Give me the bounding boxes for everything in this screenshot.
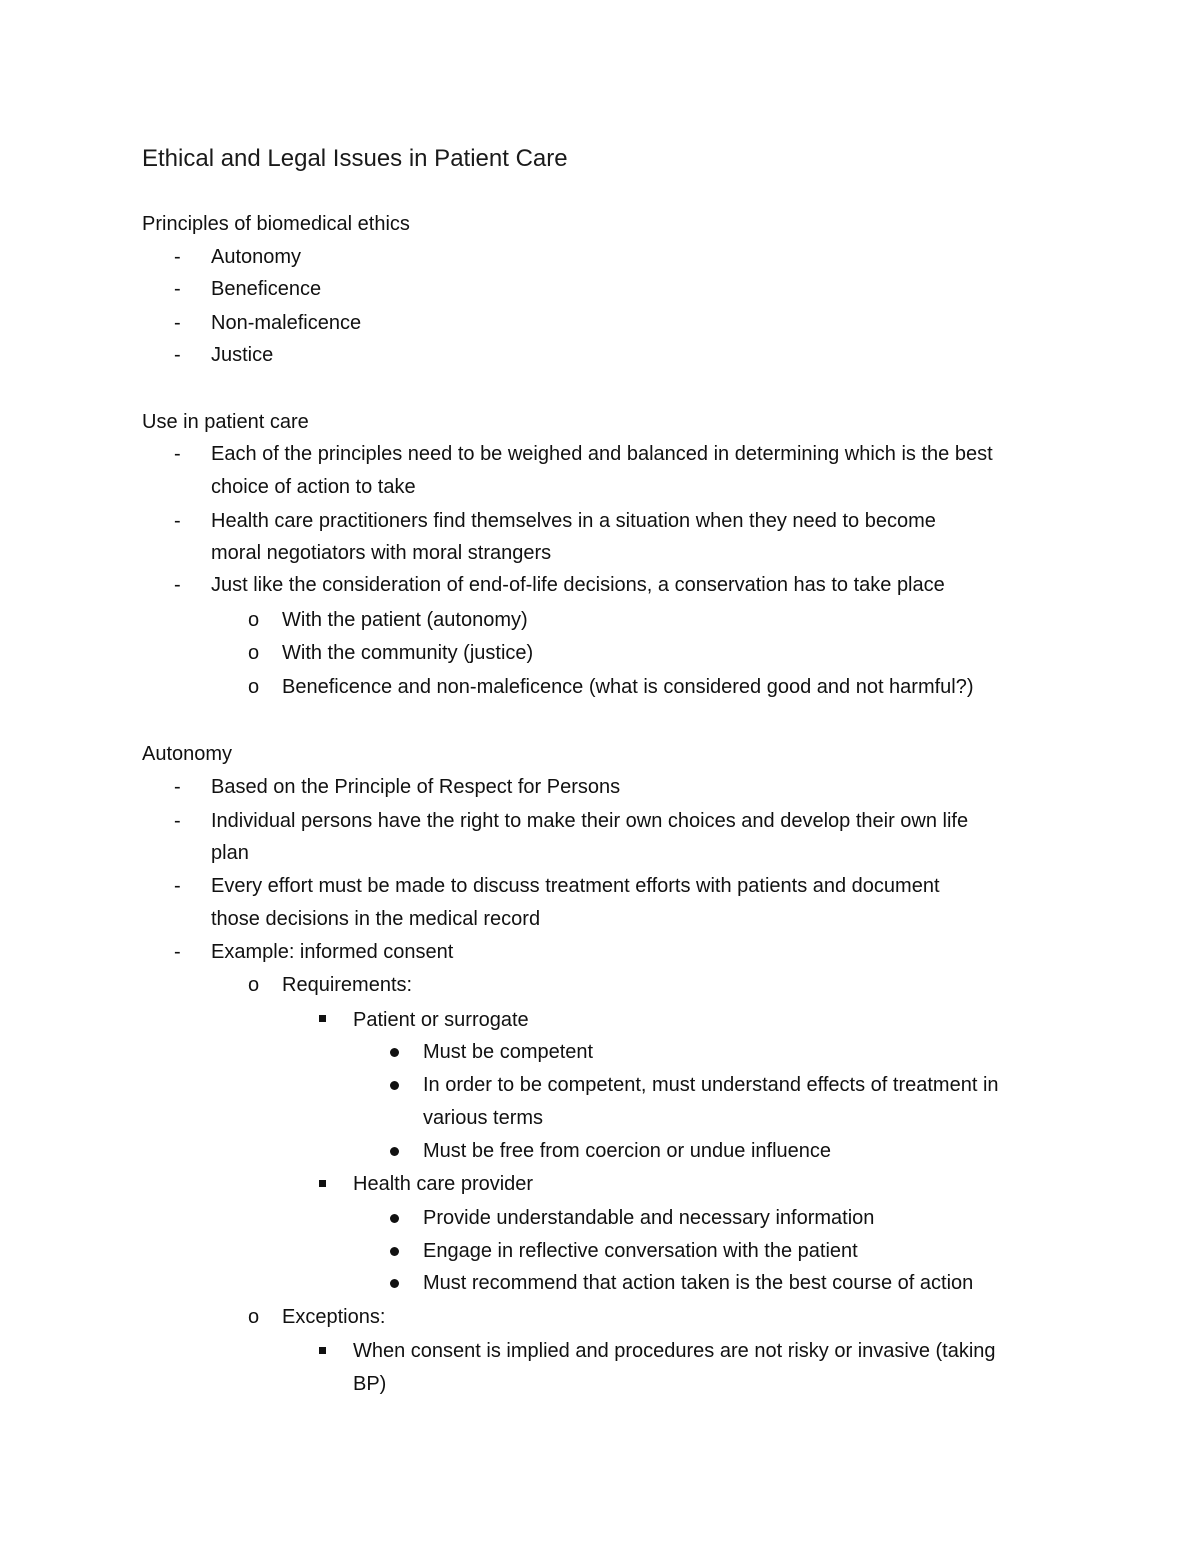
list-item-line: Just like the consideration of end-of-life decisions, a conservation has to take place xyxy=(211,574,945,596)
list-item-line: those decisions in the medical record xyxy=(211,908,541,930)
circle-bullet: o xyxy=(248,974,260,996)
dash-bullet: - xyxy=(174,344,181,366)
square-bullet xyxy=(319,1180,326,1187)
list-item-line: Health care practitioners find themselves in a situation when they need to become xyxy=(211,510,936,532)
list-item: Justice xyxy=(211,344,274,366)
sub-list-item: Exceptions: xyxy=(282,1306,386,1328)
list-item-line: Every effort must be made to discuss treatment efforts with patients and document xyxy=(211,875,940,897)
sub-sub-sub-list-item: Must recommend that action taken is the best course of action xyxy=(423,1272,974,1294)
list-item: Beneficence xyxy=(211,278,322,300)
circle-bullet: o xyxy=(248,609,260,631)
list-item: Non-maleficence xyxy=(211,312,362,334)
sub-sub-list-item: BP) xyxy=(353,1373,387,1395)
sub-sub-list-item: Health care provider xyxy=(353,1173,534,1195)
list-item: Autonomy xyxy=(211,246,302,268)
square-bullet xyxy=(319,1015,326,1022)
dash-bullet: - xyxy=(174,443,181,465)
section-heading-use: Use in patient care xyxy=(142,411,309,433)
sub-sub-list-item: When consent is implied and procedures are not risky or invasive (taking xyxy=(353,1340,996,1362)
list-item-line: Example: informed consent xyxy=(211,941,454,963)
circle-bullet: o xyxy=(248,676,260,698)
list-item-line: plan xyxy=(211,842,249,864)
sub-sub-sub-list-item: Must be free from coercion or undue influence xyxy=(423,1140,831,1162)
list-item-line: moral negotiators with moral strangers xyxy=(211,542,552,564)
dash-bullet: - xyxy=(174,312,181,334)
sub-list-item: With the patient (autonomy) xyxy=(282,609,528,631)
dash-bullet: - xyxy=(174,941,181,963)
dot-bullet xyxy=(390,1081,399,1090)
list-item-line: Based on the Principle of Respect for Persons xyxy=(211,776,621,798)
sub-sub-sub-list-item: Provide understandable and necessary information xyxy=(423,1207,875,1229)
dot-bullet xyxy=(390,1048,399,1057)
sub-list-item: Requirements: xyxy=(282,974,413,996)
dot-bullet xyxy=(390,1247,399,1256)
circle-bullet: o xyxy=(248,642,260,664)
dash-bullet: - xyxy=(174,776,181,798)
sub-sub-sub-list-item: various terms xyxy=(423,1107,544,1129)
sub-sub-sub-list-item: In order to be competent, must understand effects of treatment in xyxy=(423,1074,999,1096)
dot-bullet xyxy=(390,1147,399,1156)
sub-list-item: Beneficence and non-maleficence (what is considered good and not harmful?) xyxy=(282,676,974,698)
sub-list-item: With the community (justice) xyxy=(282,642,534,664)
sub-sub-sub-list-item: Engage in reflective conversation with the patient xyxy=(423,1240,858,1262)
section-heading-autonomy: Autonomy xyxy=(142,743,233,765)
sub-sub-list-item: Patient or surrogate xyxy=(353,1009,529,1031)
list-item-line: Each of the principles need to be weighed and balanced in determining which is the best xyxy=(211,443,993,465)
circle-bullet: o xyxy=(248,1306,260,1328)
list-item-line: Individual persons have the right to make their own choices and develop their own life xyxy=(211,810,969,832)
square-bullet xyxy=(319,1347,326,1354)
list-item-line: choice of action to take xyxy=(211,476,416,498)
page-title: Ethical and Legal Issues in Patient Care xyxy=(142,145,568,172)
dash-bullet: - xyxy=(174,246,181,268)
dash-bullet: - xyxy=(174,278,181,300)
dash-bullet: - xyxy=(174,810,181,832)
section-heading-principles: Principles of biomedical ethics xyxy=(142,213,410,235)
dot-bullet xyxy=(390,1279,399,1288)
dash-bullet: - xyxy=(174,510,181,532)
dash-bullet: - xyxy=(174,875,181,897)
sub-sub-sub-list-item: Must be competent xyxy=(423,1041,594,1063)
dot-bullet xyxy=(390,1214,399,1223)
dash-bullet: - xyxy=(174,574,181,596)
